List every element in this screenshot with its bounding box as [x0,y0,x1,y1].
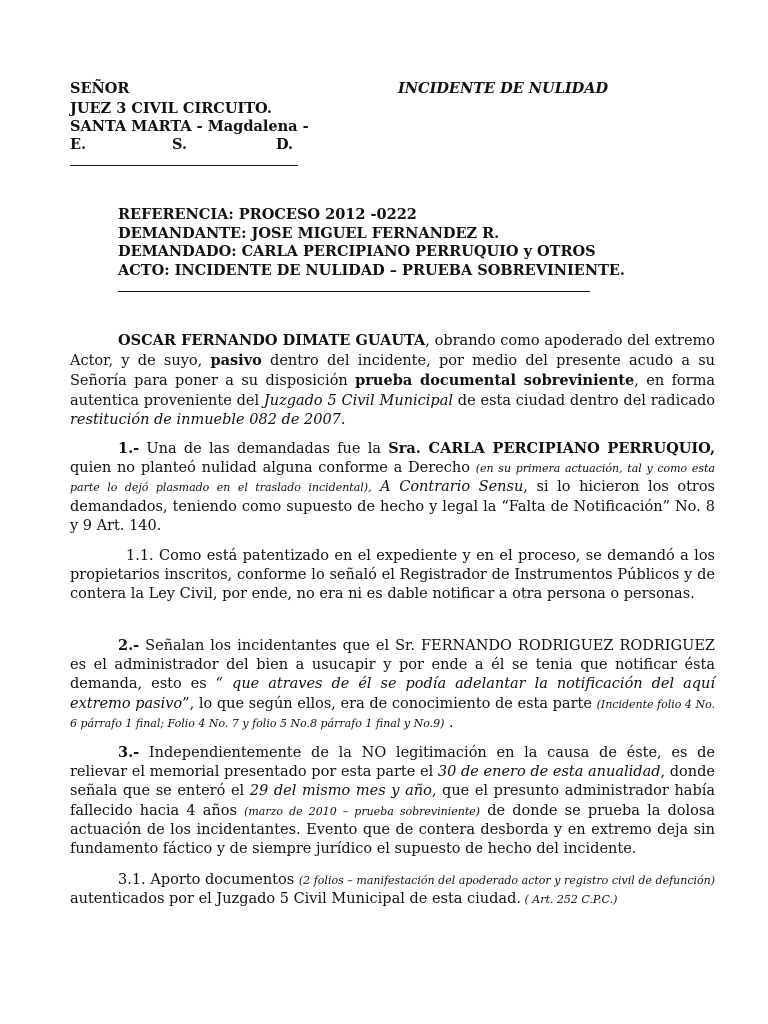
addressee-line-1: SEÑOR [70,80,130,97]
reference-line-2: DEMANDANTE: JOSE MIGUEL FERNANDEZ R. [118,225,500,242]
reference-line-4: ACTO: INCIDENTE DE NULIDAD – PRUEBA SOBREVINIENTE. [118,262,625,279]
attorney-name: OSCAR FERNANDO DIMATE GUAUTA [118,332,426,349]
reference-divider [118,291,590,292]
paragraph-1-1: 1.1. Como está patentizado en el expediente y en el proceso, se demandó a los propietarios inscritos, conforme lo señaló el Registrador de Instrumentos Públicos y de contera la Ley Civil, por ende, no era ni es dable notificar a otra persona o personas. [70,548,715,603]
paragraph-3-1: 3.1. Aporto documentos (2 folios – manifestación del apoderado actor y registro civil de defunción) autenticados por el Juzgado 5 Civil Municipal de esta ciudad. ( Art. 252 C.P.C.) [70,872,715,908]
paragraph-3: 3.- Independientemente de la NO legitimación en la causa de éste, es de relievar el memorial presentado por esta parte el 30 de enero de esta anualidad, donde señala que se enteró el 29 del mismo mes y año, que el presunto administrador había fallecido hacia 4 años (marzo de 2010 – prueba sobreviniente) de donde se prueba la dolosa actuación de los incidentantes. Evento que de contera desborda y en extremo deja sin fundamento fáctico y de siempre jurídico el supuesto de hecho del incidente. [70,744,716,858]
esd-s: S. [172,136,188,153]
paragraph-1: 1.- Una de las demandadas fue la Sra. CARLA PERCIPIANO PERRUQUIO, quien no planteó nulidad alguna conforme a Derecho (en su primera actuación, tal y como esta parte lo dejó plasmado en el traslado incidental), A Contrario Sensu, si lo hicieron los otros demandados, teniendo como supuesto de hecho y legal la “Falta de Notificación” No. 8 y 9 Art. 140. [70,440,715,534]
document-title: INCIDENTE DE NULIDAD [398,80,609,97]
esd-d: D. [276,136,294,153]
addressee-line-3: SANTA MARTA - Magdalena - [70,118,309,135]
paragraph-2: 2.- Señalan los incidentantes que el Sr. FERNANDO RODRIGUEZ RODRIGUEZ es el administrador del bien a usucapir y por ende a él se tenia que notificar ésta demanda, esto es “ que atraves de él se podía adelantar la notificación del aquí extremo pasivo”, lo que según ellos, era de conocimiento de esta parte (Incidente folio 4 No. 6 párrafo 1 final; Folio 4 No. 7 y folio 5 No.8 párrafo 1 final y No.9) . [70,637,716,731]
reference-line-1: REFERENCIA: PROCESO 2012 -0222 [118,206,417,223]
paragraph-intro: OSCAR FERNANDO DIMATE GUAUTA, obrando como apoderado del extremo Actor, y de suyo, pasivo dentro del incidente, por medio del presente acudo a su Señoría para poner a su disposición prueba documental sobreviniente, en forma autentica proveniente del Juzgado 5 Civil Municipal de esta ciudad dentro del radicado restitución de inmueble 082 de 2007. [70,332,715,428]
header-divider [70,165,298,166]
esd-e: E. [70,136,87,153]
reference-line-3: DEMANDADO: CARLA PERCIPIANO PERRUQUIO y OTROS [118,243,596,260]
addressee-line-2: JUEZ 3 CIVIL CIRCUITO. [70,100,272,117]
